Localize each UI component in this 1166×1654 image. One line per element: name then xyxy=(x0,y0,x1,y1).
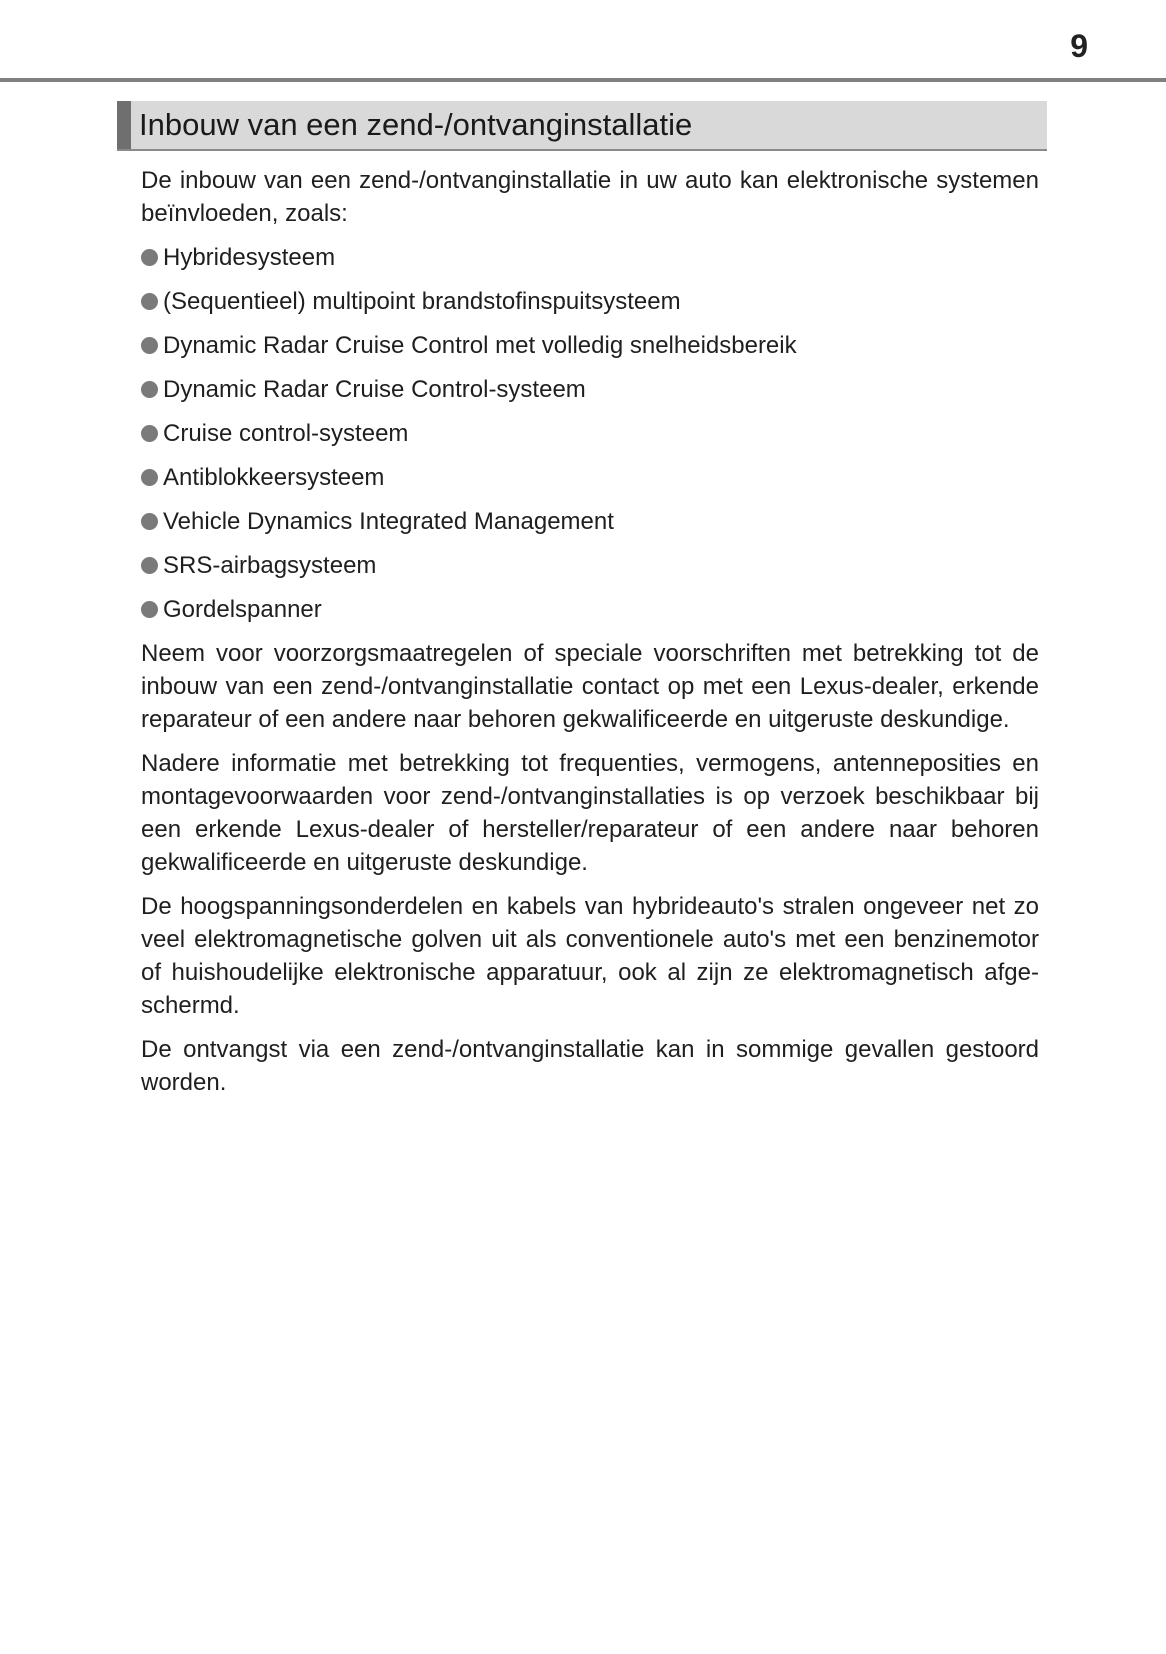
bullet-circle-icon xyxy=(141,557,158,574)
list-item-label: Dynamic Radar Cruise Control met volledig snelheidsbereik xyxy=(163,332,797,359)
list-item xyxy=(141,241,1039,274)
heading-marker xyxy=(117,101,131,149)
intro-paragraph: De inbouw van een zend-/ontvanginstallatie in uw auto kan elektronische systemen beïnvloeden, zoals: xyxy=(141,167,1039,227)
affected-systems-list xyxy=(141,241,1039,626)
list-item-label: Antiblokkeersysteem xyxy=(163,464,385,491)
frequency-info-paragraph: Nadere informatie met betrekking tot frequenties, vermogens, antenneposities en montagevoorwaarden voor zend-/ontvanginstallaties is op verzoek beschikbaar bij een erkende Lexus-dealer of hersteller/reparateur of een andere naar behoren gekwalificeerde en uitgeruste deskundige. xyxy=(141,750,1039,876)
bullet-circle-icon xyxy=(141,425,158,442)
bullet-circle-icon xyxy=(141,337,158,354)
high-voltage-paragraph: De hoogspanningsonderdelen en kabels van hybrideauto's stralen ongeveer net zo veel elektromagnetische golven uit als conventionele auto's met een benzinemotor of huishoudelijke elektronische apparatuur, ook al zijn ze elektromagnetisch afge-schermd. xyxy=(141,893,1039,1019)
header-divider xyxy=(0,78,1166,82)
bullet-circle-icon xyxy=(141,513,158,530)
list-item xyxy=(141,373,1039,406)
section-title: Inbouw van een zend-/ontvanginstallatie xyxy=(139,107,693,142)
list-item xyxy=(141,417,1039,450)
list-item-label: Vehicle Dynamics Integrated Management xyxy=(163,508,614,535)
reception-paragraph: De ontvangst via een zend-/ontvanginstallatie kan in sommige gevallen gestoord worden. xyxy=(141,1036,1039,1096)
list-item xyxy=(141,549,1039,582)
page-number: 9 xyxy=(1070,28,1088,64)
bullet-circle-icon xyxy=(141,601,158,618)
list-item xyxy=(141,505,1039,538)
bullet-circle-icon xyxy=(141,381,158,398)
list-item-label: Hybridesysteem xyxy=(163,244,336,271)
list-item-label: Dynamic Radar Cruise Control-systeem xyxy=(163,376,586,403)
list-item-label: (Sequentieel) multipoint brandstofinspuitsysteem xyxy=(163,288,681,315)
list-item-label: Gordelspanner xyxy=(163,596,322,623)
section-content xyxy=(141,164,1039,1110)
bullet-circle-icon xyxy=(141,293,158,310)
list-item xyxy=(141,329,1039,362)
list-item xyxy=(141,285,1039,318)
list-item-label: Cruise control-systeem xyxy=(163,420,409,447)
bullet-circle-icon xyxy=(141,469,158,486)
bullet-circle-icon xyxy=(141,249,158,266)
list-item-label: SRS-airbagsysteem xyxy=(163,552,377,579)
list-item xyxy=(141,461,1039,494)
dealer-contact-paragraph: Neem voor voorzorgsmaatregelen of speciale voorschriften met betrekking tot de inbouw van een zend-/ontvanginstallatie contact op met een Lexus-dealer, erkende reparateur of een andere naar behoren gekwalificeerde en uitgeruste deskundige. xyxy=(141,640,1039,733)
section-heading xyxy=(117,101,1047,151)
list-item xyxy=(141,593,1039,626)
